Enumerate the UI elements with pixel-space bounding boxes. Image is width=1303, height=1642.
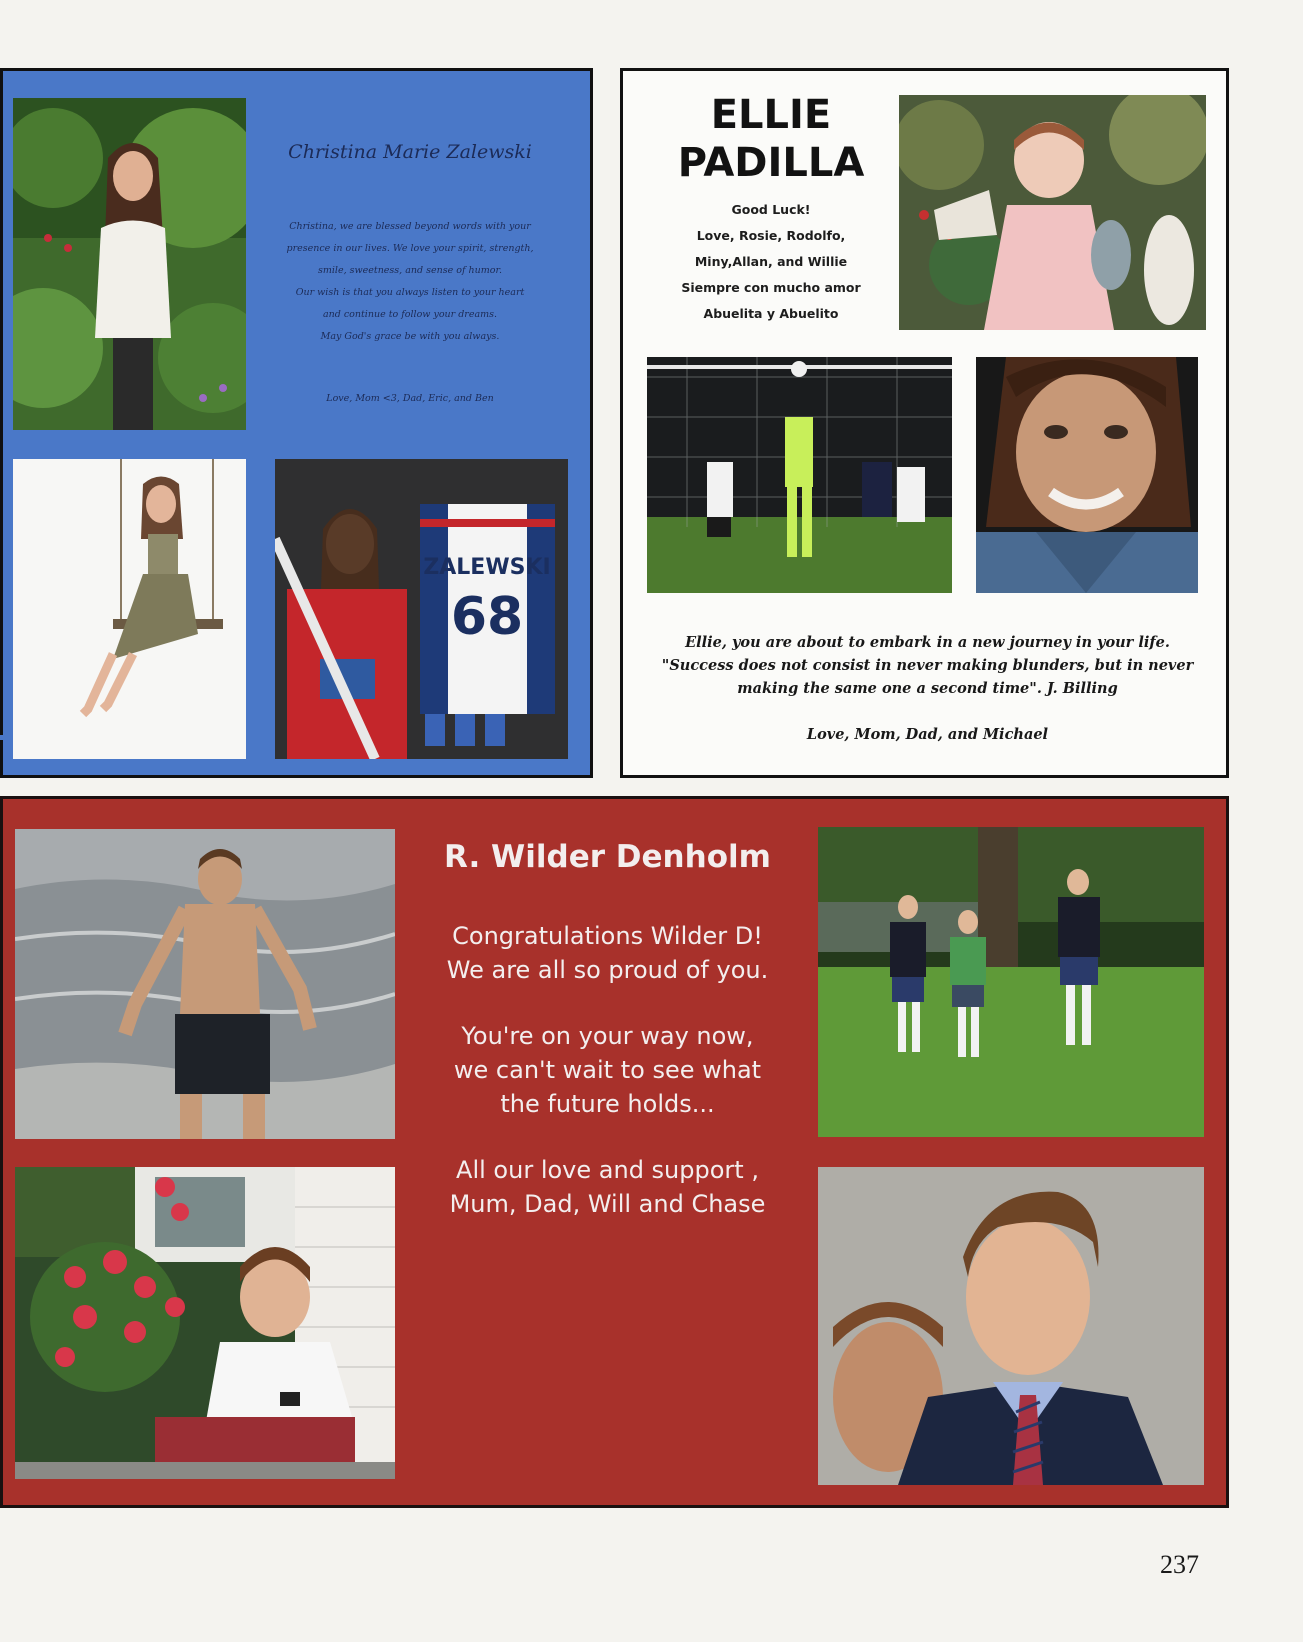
message-line: the future holds... [500, 1090, 715, 1118]
wilder-portrait-photo [818, 1167, 1204, 1485]
page-number: 237 [1160, 1550, 1199, 1579]
message-line: Our wish is that you always listen to your heart [295, 287, 525, 298]
ellie-message [641, 197, 901, 327]
message-line: We are all so proud of you. [446, 956, 769, 984]
christina-panel [0, 68, 593, 778]
message-paragraph [395, 919, 820, 987]
message-line: Good Luck! [731, 202, 811, 217]
message-line: and continue to follow your dreams. [322, 309, 498, 320]
ellie-panel [620, 68, 1229, 778]
ellie-name [641, 91, 901, 187]
wilder-message [395, 919, 820, 1253]
wilder-panel [0, 796, 1229, 1508]
message-line: May God's grace be with you always. [320, 331, 500, 342]
wilder-kilts-photo [818, 827, 1204, 1137]
ellie-quote [643, 631, 1212, 700]
christina-hockey-photo [275, 459, 568, 759]
quote-line: making the same one a second time". J. Billing [737, 680, 1118, 697]
ellie-signature: Love, Mom, Dad, and Michael [806, 726, 1049, 743]
message-line: You're on your way now, [461, 1022, 754, 1050]
quote-line: Ellie, you are about to embark in a new journey in your life. [685, 634, 1170, 651]
message-line: All our love and support , [456, 1156, 759, 1184]
message-line: smile, sweetness, and sense of humor. [318, 265, 502, 276]
message-paragraph [395, 1019, 820, 1121]
name-line: ELLIE [710, 92, 832, 138]
christina-message [265, 216, 555, 348]
message-line: we can't wait to see what [453, 1056, 762, 1084]
name-line: PADILLA [677, 140, 865, 186]
page-edge-mark [0, 735, 4, 740]
message-line: Siempre con mucho amor [681, 280, 861, 295]
christina-swing-photo [13, 459, 246, 759]
ellie-portrait-photo [976, 357, 1198, 593]
message-line: Christina, we are blessed beyond words with your [289, 221, 531, 232]
wilder-name: R. Wilder Denholm [444, 839, 771, 875]
christina-signature: Love, Mom <3, Dad, Eric, and Ben [326, 393, 494, 404]
message-line: Abuelita y Abuelito [703, 306, 839, 321]
jersey-number: 68 [450, 587, 524, 647]
christina-garden-photo [13, 98, 246, 430]
message-line: presence in our lives. We love your spirit, strength, [286, 243, 534, 254]
message-paragraph [395, 1153, 820, 1221]
jersey-name: ZALEWSKI [423, 555, 551, 580]
christina-title: Christina Marie Zalewski [288, 141, 532, 163]
message-line: Congratulations Wilder D! [452, 922, 763, 950]
message-line: Miny,Allan, and Willie [694, 254, 848, 269]
message-line: Love, Rosie, Rodolfo, [696, 228, 846, 243]
wilder-garden-photo [15, 1167, 395, 1479]
message-line: Mum, Dad, Will and Chase [449, 1190, 766, 1218]
wilder-beach-photo [15, 829, 395, 1139]
ellie-baby-photo [899, 95, 1206, 330]
ellie-soccer-photo [647, 357, 952, 593]
quote-line: "Success does not consist in never making blunders, but in never [661, 657, 1194, 674]
